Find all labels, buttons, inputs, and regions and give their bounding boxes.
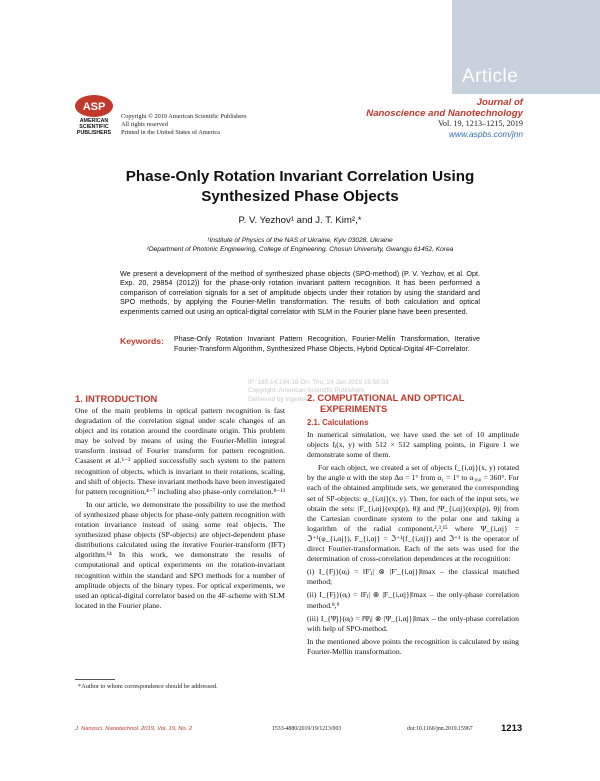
article-type-label: Article [462, 66, 519, 87]
logo-mark-text: ASP [82, 101, 106, 113]
journal-name-line-2: Nanoscience and Nanotechnology [366, 108, 523, 119]
journal-url-link[interactable]: www.aspbs.com/jnn [448, 129, 523, 139]
rights-line: All rights reserved [121, 121, 168, 129]
section-heading-line-1: 2. COMPUTATIONAL AND OPTICAL [307, 392, 465, 403]
asp-logo-icon [73, 94, 115, 118]
logo-text-line-1: AMERICAN [79, 118, 109, 124]
title-line-1: Phase-Only Rotation Invariant Correlation Using [125, 168, 475, 185]
method-item-3: (iii) I_{Ψj}(αⱼ) = ‖Ψⱼ| ⊗ |Ψ_{i,αj}|‖max – the only-phase correlation with help of SPO-method. [307, 613, 519, 633]
article-type-tab [452, 0, 600, 94]
journal-info [366, 97, 523, 139]
method-item-2: (ii) I_{Fj}(αⱼ) = ‖Fⱼ| ⊗ |F_{i,αj}|‖max – the only-phase correlation method.⁸,⁹ [307, 590, 519, 610]
logo-text-line-3: PUBLISHERS [76, 130, 112, 136]
correspondence-footnote: *Author to whom correspondence should be addressed. [78, 683, 218, 690]
authors: P. V. Yezhov¹ and J. T. Kim²,* [238, 215, 362, 226]
abstract: We present a development of the method of synthesized phase objects (SPO-method) (P. V. Yezhov, et al. Opt. Exp. 20, 29854 (2012)) for the phase-only rotation invariant pattern recognition. It has been performed a comparison of correlation signals for a set of amplitude objects under their rotation by using the standard and SPO methods, by applying the Fourier-Mellin transformation. The results of both calculation and optical experiments carried out using an optical-digital correlator with SLM in the Fourier plane have been presented. [120, 269, 480, 316]
volume-info: Vol. 19, 1213–1215, 2019 [438, 119, 523, 128]
printed-line: Printed in the United States of America [121, 129, 220, 137]
publisher-logo [73, 94, 115, 136]
section-heading-line-2: EXPERIMENTS [320, 402, 388, 414]
footer-doi: doi:10.1166/jnn.2019.15967 [407, 726, 473, 732]
copyright-block [121, 113, 247, 138]
footnote-rule [75, 679, 115, 680]
paper-title [60, 167, 540, 207]
experiments-body [307, 430, 519, 660]
intro-paragraph-2: In our article, we demonstrate the possibility to use the method of synthesized phase objects for phase-only pattern recognition with rotation invariance instead of using some real objects. The synthesized phase objects (SP-objects) are object-dependent phase distributions calculated using the iterative Fourier-transform (IFT) algorithm.¹⁴ In this work, we demonstrate the results of computational and optical experiments on the rotation-invariant recognition within the standard and SPO methods for a number of amplitude objects of the binary types. For optical experiments, we used an optical-digital correlator based on the 4F-scheme with SLM located in the Fourier plane. [75, 499, 285, 610]
keywords-label: Keywords: [120, 336, 164, 346]
section-heading-introduction: 1. INTRODUCTION [75, 393, 158, 404]
title-line-2: Synthesized Phase Objects [201, 188, 399, 205]
intro-paragraph-1: One of the main problems in optical pattern recognition is fast degradation of the correlation signal under scale changes of an object and its rotation around the coordinate origin. This problem may be solved by means of using the Fourier-Mellin integral transform instead of Fourier transform for pattern recognition. Casasent et al.¹⁻³ applied successfully such system to the pattern recognition of objects, which is invariant to their rotations, scaling, and shift of objects. These invariant methods have been investigated for pattern recognition,⁴⁻⁷ including also phase-only correlation.⁸⁻¹³ [75, 406, 285, 496]
exp-paragraph-final: In the mentioned above points the recognition is calculated by using Fourier-Mellin transformation. [307, 636, 519, 656]
affiliation-1: ¹Institute of Physics of the NAS of Ukraine, Kyiv 03028, Ukraine [207, 237, 393, 244]
footer-citation: J. Nanosci. Nanotechnol. 2019, Vol. 19, No. 2 [75, 726, 193, 732]
exp-paragraph-2: For each object, we created a set of objects f_{i,αj}(x, y) rotated by the angle α with the step Δα = 1° from α₁ = 1° to α₃₆₀ = 360°. For each of the obtained amplitude sets, we generated the corresponding set of SP-objects: φ_{i,αj}(x, y). Then, for each of the input sets, we obtain the sets: |F_{i,αj}(exp(ρ), θ)| and |Ψ_{i,αj}(exp(ρ), θ)| from the Cartesian coordinate system to the polar one and taking a logarithm of the radial component,²,³,¹⁵ where Ψ_{i,αj} = ℑ⁺¹(φ_{i,αj}), F_{i,αj} = ℑ⁺¹(f_{i,αj}) and ℑ⁺¹ is the operator of direct Fourier-transformation. Each of the sets was used for the determination of cross-correlation dependences at the recognition: [307, 463, 519, 564]
exp-paragraph-1: In numerical simulation, we have used the set of 10 amplitude objects fⱼ(x, y) with 512 × 512 sampling points, in Figure 1 we demonstrate some of them. [307, 430, 519, 460]
watermark-line-3: Delivered by Ingenta [248, 395, 307, 403]
subsection-heading-calculations: 2.1. Calculations [307, 418, 369, 427]
introduction-body [75, 406, 285, 614]
logo-text-line-2: SCIENTIFIC [79, 124, 109, 130]
journal-name-line-1: Journal of [476, 97, 523, 108]
footer-issn: 1533-4880/2019/19/1213/003 [272, 726, 342, 732]
affiliation-2: ²Department of Photonic Engineering, College of Engineering, Chosun University, Gwangju 61452, Korea [146, 246, 454, 253]
copyright-line: Copyright © 2019 American Scientific Publishers [121, 113, 247, 120]
keywords-text: Phase-Only Rotation Invariant Pattern Recognition, Fourier-Mellin Transformation, Iterative Fourier-Transform Algorithm, Synthesized Phase Objects, Hybrid Optical-Digital 4F-Correlator. [174, 335, 480, 353]
section-heading-experiments [307, 393, 464, 414]
page-number: 1213 [501, 723, 523, 734]
method-item-1: (i) I_{Fj}(αⱼ) = ‖F′ⱼ| ⊗ |F′_{i,αj}|‖max – the classical matched method; [307, 567, 519, 587]
watermark-line-1: IP: 185.14.194.18 On: Thu, 24 Jan 2019 16:58:03 [248, 379, 389, 386]
watermark-line-2: Copyright: American Scientific Publishers [248, 387, 365, 395]
